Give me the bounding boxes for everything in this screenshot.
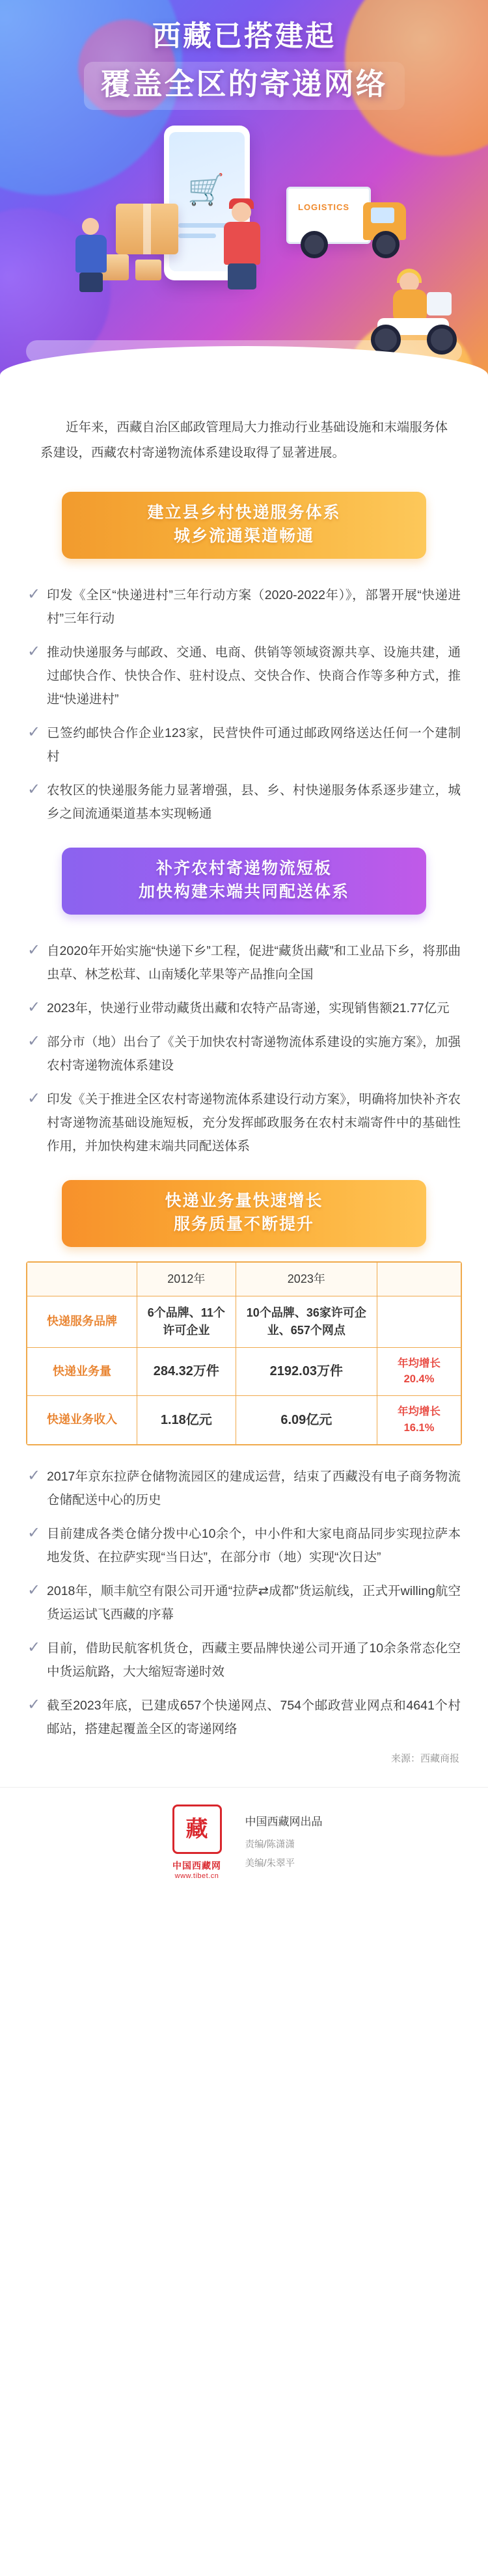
figure-head xyxy=(82,218,99,235)
delivery-scooter-icon xyxy=(364,280,468,358)
section3-banner xyxy=(62,1180,426,1247)
table-cell-growth xyxy=(377,1296,461,1347)
hero-title-line2: 覆盖全区的寄递网络 xyxy=(84,62,405,110)
table-header-cell: 2012年 xyxy=(137,1262,236,1296)
footer-designer: 美编/朱翠平 xyxy=(245,1858,295,1870)
hero-title-line1: 西藏已搭建起 xyxy=(152,20,336,52)
list-item-text: 2023年，快递行业带动藏货出藏和农特产品寄递，实现销售额21.77亿元 xyxy=(47,1000,450,1015)
truck-window xyxy=(371,208,394,223)
footer-producer: 中国西藏网出品 xyxy=(245,1816,323,1829)
wave-divider xyxy=(0,346,488,403)
list-item-text: 印发《关于推进全区农村寄递物流体系建设行动方案》，明确将加快补齐农村寄递物流基础设施短板，充分发挥邮政服务在农村末端寄件中的基础性作用，并加快构建末端共同配送体系 xyxy=(47,1092,461,1153)
table-cell-2012: 6个品牌、11个许可企业 xyxy=(137,1296,236,1347)
list-item-text: 印发《全区“快递进村”三年行动方案（2020-2022年）》，部署开展“快递进村”三年行动 xyxy=(47,587,461,626)
list-item xyxy=(27,721,461,768)
table-cell-2023: 6.09亿元 xyxy=(236,1396,377,1445)
list-item xyxy=(27,1694,461,1741)
check-icon: ✓ xyxy=(27,941,41,959)
package-box-icon xyxy=(116,204,178,254)
section2-banner-line1: 补齐农村寄递物流短板 xyxy=(156,859,332,878)
list-item-text: 2017年京东拉萨仓储物流园区的建成运营，结束了西藏没有电子商务物流仓储配送中心的历史 xyxy=(47,1469,461,1507)
table-row xyxy=(27,1296,461,1347)
courier-figure xyxy=(215,198,271,296)
list-item xyxy=(27,1637,461,1684)
section3-banner-line1: 快递业务量快速增长 xyxy=(165,1192,323,1211)
scooter-wheel xyxy=(427,325,457,355)
table-cell-2023: 2192.03万件 xyxy=(236,1347,377,1396)
truck-cargo xyxy=(286,187,371,244)
figure-legs xyxy=(228,263,256,289)
section3-banner-line2: 服务质量不断提升 xyxy=(173,1215,314,1234)
intro-paragraph: 近年来，西藏自治区邮政管理局大力推动行业基础设施和末端服务体系建设，西藏农村寄递物流体系建设取得了显著进展。 xyxy=(40,420,448,460)
table-row xyxy=(27,1396,461,1445)
table-header-cell xyxy=(377,1262,461,1296)
list-item-text: 2018年，顺丰航空有限公司开通“拉萨⇄成都”货运航线，正式开willing航空货运运试飞西藏的序幕 xyxy=(47,1583,461,1622)
phone-text-bar xyxy=(178,234,216,238)
logo-name: 中国西藏网 xyxy=(172,1860,221,1872)
list-item-text: 目前，借助民航客机货仓，西藏主要品牌快递公司开通了10余条常态化空中货运航路，大大缩短寄递时效 xyxy=(47,1641,461,1679)
footer-credits xyxy=(245,1811,323,1873)
list-item xyxy=(27,641,461,711)
table-cell-2012: 284.32万件 xyxy=(137,1347,236,1396)
hero-title-group xyxy=(0,18,488,110)
section1-banner xyxy=(62,492,426,559)
list-item-text: 农牧区的快递服务能力显著增强，县、乡、村快递服务体系逐步建立，城乡之间流通渠道基本实现畅通 xyxy=(47,783,461,821)
list-item-text: 目前建成各类仓储分拨中心10余个，中小件和大家电商品同步实现拉萨本地发货、在拉萨实现“当日达”，在部分市（地）实现“次日达” xyxy=(47,1526,461,1564)
check-icon: ✓ xyxy=(27,723,41,741)
check-icon: ✓ xyxy=(27,1581,41,1599)
scooter-package xyxy=(427,292,452,315)
table-cell-growth: 年均增长16.1% xyxy=(377,1396,461,1445)
list-item xyxy=(27,997,461,1020)
list-item xyxy=(27,1030,461,1077)
list-item xyxy=(27,779,461,825)
section1-list xyxy=(0,570,488,826)
list-item-text: 截至2023年底，已建成657个快递网点、754个邮政营业网点和4641个村邮站，搭建起覆盖全区的寄递网络 xyxy=(47,1698,461,1737)
check-icon: ✓ xyxy=(27,1089,41,1107)
section2-list xyxy=(0,926,488,1159)
check-icon: ✓ xyxy=(27,642,41,660)
brand-logo xyxy=(166,1805,228,1880)
list-item xyxy=(27,1579,461,1626)
page-footer xyxy=(0,1787,488,1906)
logo-mark-icon: 藏 xyxy=(172,1805,222,1854)
package-box-icon xyxy=(135,260,161,280)
list-item xyxy=(27,1522,461,1569)
table-row-label: 快递服务品牌 xyxy=(27,1296,137,1347)
figure-body xyxy=(224,222,260,265)
footer-editor: 责编/陈潇潇 xyxy=(245,1840,295,1851)
figure-legs xyxy=(79,273,103,292)
shopping-cart-icon: 🛒 xyxy=(187,172,225,206)
list-item xyxy=(27,939,461,986)
check-icon: ✓ xyxy=(27,780,41,798)
logo-url: www.tibet.cn xyxy=(174,1872,219,1881)
figure-body xyxy=(75,235,107,273)
truck-logo-text: LOGISTICS xyxy=(298,202,350,212)
check-icon: ✓ xyxy=(27,1696,41,1714)
table-cell-2012: 1.18亿元 xyxy=(137,1396,236,1445)
section1-banner-line2: 城乡流通渠道畅通 xyxy=(173,527,314,546)
table-header-cell xyxy=(27,1262,137,1296)
list-item xyxy=(27,584,461,630)
section1-banner-line1: 建立县乡村快递服务体系 xyxy=(147,503,341,522)
list-item-text: 自2020年开始实施“快递下乡”工程，促进“藏货出藏”和工业品下乡，将那曲虫草、林芝松茸、山南矮化苹果等产品推向全国 xyxy=(47,943,461,982)
table-cell-growth: 年均增长20.4% xyxy=(377,1347,461,1396)
table-row-label: 快递业务收入 xyxy=(27,1396,137,1445)
section2-banner-line2: 加快构建末端共同配送体系 xyxy=(138,883,349,902)
section3-list xyxy=(0,1452,488,1741)
customer-figure xyxy=(73,218,112,289)
source-note: 来源：西藏商报 xyxy=(390,1753,459,1765)
section2-banner xyxy=(62,848,426,915)
table-header-row xyxy=(27,1262,461,1296)
delivery-truck-icon xyxy=(286,183,410,265)
hero-banner xyxy=(0,0,488,403)
check-icon: ✓ xyxy=(27,1032,41,1050)
truck-wheel xyxy=(372,231,400,258)
table-cell-2023: 10个品牌、36家许可企业、657个网点 xyxy=(236,1296,377,1347)
list-item xyxy=(27,1088,461,1158)
list-item-text: 推动快递服务与邮政、交通、电商、供销等领域资源共享、设施共建，通过邮快合作、快快合作、驻村设点、交快合作、快商合作等多种方式，推进“快递进村” xyxy=(47,645,461,706)
list-item-text: 部分市（地）出台了《关于加快农村寄递物流体系建设的实施方案》，加强农村寄递物流体系建设 xyxy=(47,1034,461,1073)
figure-head xyxy=(232,202,251,222)
table-row-label: 快递业务量 xyxy=(27,1347,137,1396)
list-item xyxy=(27,1465,461,1512)
truck-wheel xyxy=(301,231,328,258)
check-icon: ✓ xyxy=(27,998,41,1016)
check-icon: ✓ xyxy=(27,1466,41,1484)
check-icon: ✓ xyxy=(27,1523,41,1542)
table-header-cell: 2023年 xyxy=(236,1262,377,1296)
list-item-text: 已签约邮快合作企业123家，民营快件可通过邮政网络送达任何一个建制村 xyxy=(47,725,461,764)
statistics-table xyxy=(27,1262,461,1445)
statistics-table-wrapper xyxy=(26,1261,462,1445)
check-icon: ✓ xyxy=(27,585,41,603)
check-icon: ✓ xyxy=(27,1638,41,1656)
table-row xyxy=(27,1347,461,1396)
